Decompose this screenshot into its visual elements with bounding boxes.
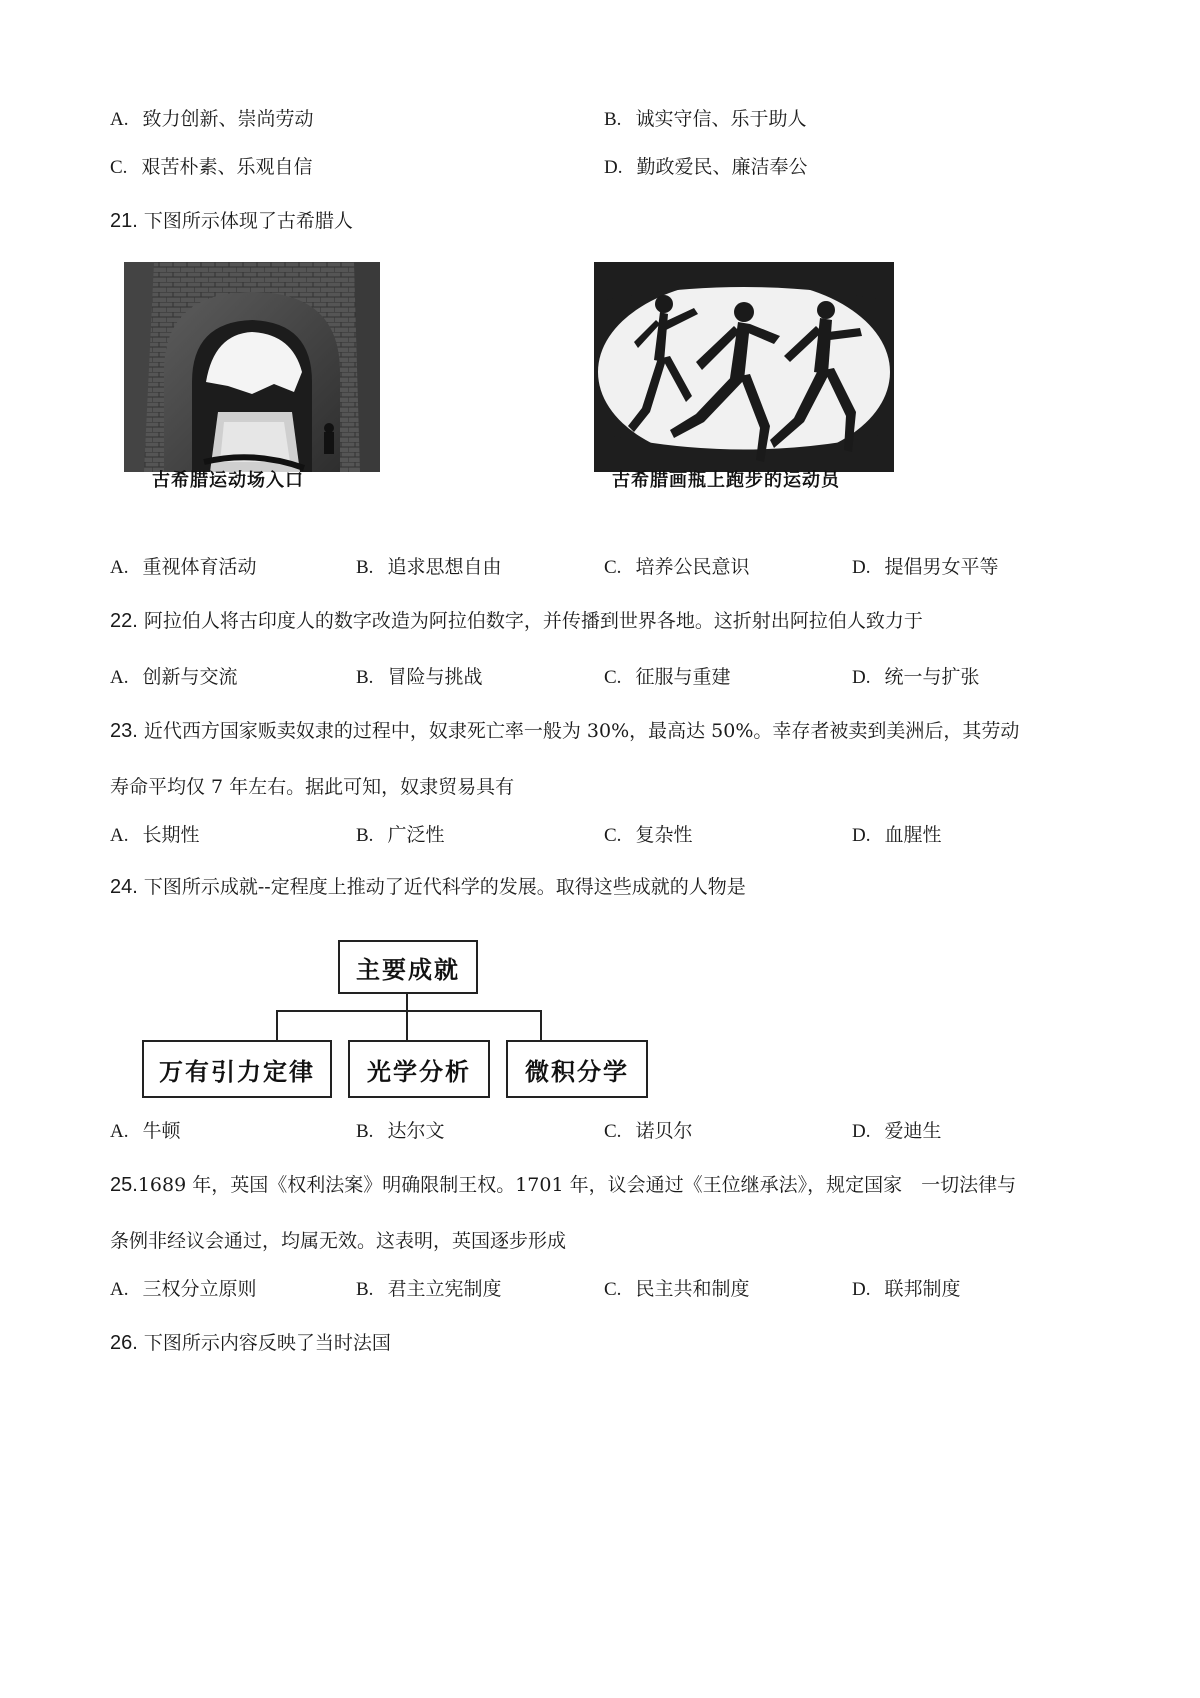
q24-option-a: A. 牛顿 xyxy=(110,1120,181,1142)
diagram-root-box: 主要成就 xyxy=(338,940,478,994)
stadium-entrance-caption: 古希腊运动场入口 xyxy=(152,470,304,491)
q24-option-d: D. 爱迪生 xyxy=(852,1120,942,1142)
q21-stem: 21. 下图所示体现了古希腊人 xyxy=(110,210,353,232)
diagram-connector-right xyxy=(540,1010,542,1040)
q25-option-d: D. 联邦制度 xyxy=(852,1278,961,1300)
q23-stem-line1: 23. 近代西方国家贩卖奴隶的过程中，奴隶死亡率一般为 30%，最高达 50%。幸存者被卖到美洲后，其劳动 xyxy=(110,720,1020,742)
q24-option-c: C. 诺贝尔 xyxy=(604,1120,693,1142)
q24-stem: 24. 下图所示成就--定程度上推动了近代科学的发展。取得这些成就的人物是 xyxy=(110,876,746,898)
q22-stem: 22. 阿拉伯人将古印度人的数字改造为阿拉伯数字，并传播到世界各地。这折射出阿拉伯人致力于 xyxy=(110,610,923,632)
q23-option-b: B. 广泛性 xyxy=(356,824,445,846)
q23-option-c: C. 复杂性 xyxy=(604,824,693,846)
q26-stem: 26. 下图所示内容反映了当时法国 xyxy=(110,1332,391,1354)
diagram-connector-left xyxy=(276,1010,278,1040)
q25-option-a: A. 三权分立原则 xyxy=(110,1278,257,1300)
diagram-child-optics: 光学分析 xyxy=(348,1040,490,1098)
q22-option-d: D. 统一与扩张 xyxy=(852,666,980,688)
q23-option-a: A. 长期性 xyxy=(110,824,200,846)
q25-stem-line1: 25.1689 年，英国《权利法案》明确限制王权。1701 年，议会通过《王位继承法》，规定国家 一切法律与 xyxy=(110,1174,1017,1196)
q20-option-b: B. 诚实守信、乐于助人 xyxy=(604,108,807,130)
q25-option-b: B. 君主立宪制度 xyxy=(356,1278,502,1300)
q22-option-b: B. 冒险与挑战 xyxy=(356,666,483,688)
q21-option-d: D. 提倡男女平等 xyxy=(852,556,999,578)
q25-option-c: C. 民主共和制度 xyxy=(604,1278,750,1300)
diagram-child-gravitation: 万有引力定律 xyxy=(142,1040,332,1098)
q23-option-d: D. 血腥性 xyxy=(852,824,942,846)
diagram-child-calculus: 微积分学 xyxy=(506,1040,648,1098)
diagram-connector-bar xyxy=(276,1010,542,1012)
stadium-entrance-photo xyxy=(124,262,380,498)
q20-option-d: D. 勤政爱民、廉洁奉公 xyxy=(604,156,808,178)
diagram-connector-middle xyxy=(406,1010,408,1040)
q20-option-c: C. 艰苦朴素、乐观自信 xyxy=(110,156,313,178)
vase-runners-caption: 古希腊画瓶上跑步的运动员 xyxy=(612,470,840,491)
q22-option-a: A. 创新与交流 xyxy=(110,666,238,688)
q22-option-c: C. 征服与重建 xyxy=(604,666,731,688)
q20-option-a: A. 致力创新、崇尚劳动 xyxy=(110,108,314,130)
q21-option-a: A. 重视体育活动 xyxy=(110,556,257,578)
q21-option-c: C. 培养公民意识 xyxy=(604,556,750,578)
q23-stem-line2: 寿命平均仅 7 年左右。据此可知，奴隶贸易具有 xyxy=(110,776,515,798)
diagram-connector-stem xyxy=(406,994,408,1011)
vase-runners-photo xyxy=(594,262,894,500)
q25-stem-line2: 条例非经议会通过，均属无效。这表明，英国逐步形成 xyxy=(110,1230,567,1252)
q24-option-b: B. 达尔文 xyxy=(356,1120,445,1142)
q21-option-b: B. 追求思想自由 xyxy=(356,556,502,578)
